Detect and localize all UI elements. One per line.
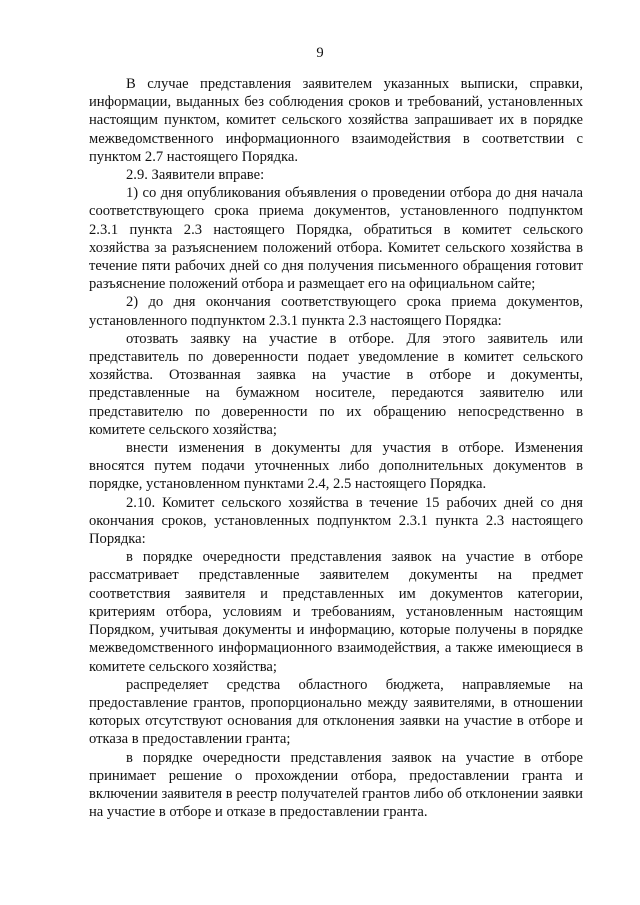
- paragraph-selection-decision: в порядке очередности представления заявок на участие в отборе принимает решение о прохождении отбора, предоставлении гранта и включении заявителя в реестр получателей грантов либо об отклонении заявки на участие в отборе и отказе в предоставлении гранта.: [89, 749, 583, 821]
- paragraph-2-10-heading: 2.10. Комитет сельского хозяйства в течение 15 рабочих дней со дня окончания сроков, установленных подпунктом 2.3.1 пункта 2.3 настоящего Порядка:: [89, 494, 583, 548]
- paragraph-2-9-item-1: 1) со дня опубликования объявления о проведении отбора до дня начала соответствующего срока приема документов, установленного подпунктом 2.3.1 пункта 2.3 настоящего Порядка, обратиться в комитет сельского хозяйства за разъяснением положений отбора. Комитет сельского хозяйства в течение пяти рабочих дней со дня получения письменного обращения готовит разъяснение положений отбора и размещает его на официальном сайте;: [89, 185, 583, 293]
- paragraph-2-9-item-2: 2) до дня окончания соответствующего срока приема документов, установленного подпунктом 2.3.1 пункта 2.3 настоящего Порядка:: [89, 294, 583, 329]
- page-number: 9: [316, 45, 324, 61]
- document-body: [89, 75, 583, 821]
- paragraph-withdraw-application: отозвать заявку на участие в отборе. Для этого заявитель или представитель по доверенности подает уведомление в комитет сельского хозяйства. Отозванная заявка на участие в отборе и документы, представленные на бумажном носителе, передаются заявителю или представителю по доверенности по их обращению непосредственно в комитете сельского хозяйства;: [89, 330, 583, 438]
- paragraph-request-documents: В случае представления заявителем указанных выписки, справки, информации, выданных без соблюдения сроков и требований, установленных настоящим пунктом, комитет сельского хозяйства запрашивает их в порядке межведомственного информационного взаимодействия в соответствии с пунктом 2.7 настоящего Порядка.: [89, 76, 583, 165]
- paragraph-2-9-heading: 2.9. Заявители вправе:: [126, 167, 265, 184]
- paragraph-review-documents: в порядке очередности представления заявок на участие в отборе рассматривает представленные заявителем документы на предмет соответствия заявителя и представленных им документов категории, критериям отбора, условиям и требованиям, установленным настоящим Порядком, учитывая документы и информацию, которые получены в порядке межведомственного информационного взаимодействия, а также имеющиеся в комитете сельского хозяйства;: [89, 549, 583, 675]
- paragraph-amend-documents: внести изменения в документы для участия в отборе. Изменения вносятся путем подачи уточненных либо дополнительных документов в порядке, установленном пунктами 2.4, 2.5 настоящего Порядка.: [89, 440, 583, 493]
- paragraph-distribute-funds: распределяет средства областного бюджета, направляемые на предоставление грантов, пропорционально между заявителями, в отношении которых отсутствуют основания для отклонения заявки на участие в отборе и отказа в предоставлении гранта;: [89, 676, 583, 748]
